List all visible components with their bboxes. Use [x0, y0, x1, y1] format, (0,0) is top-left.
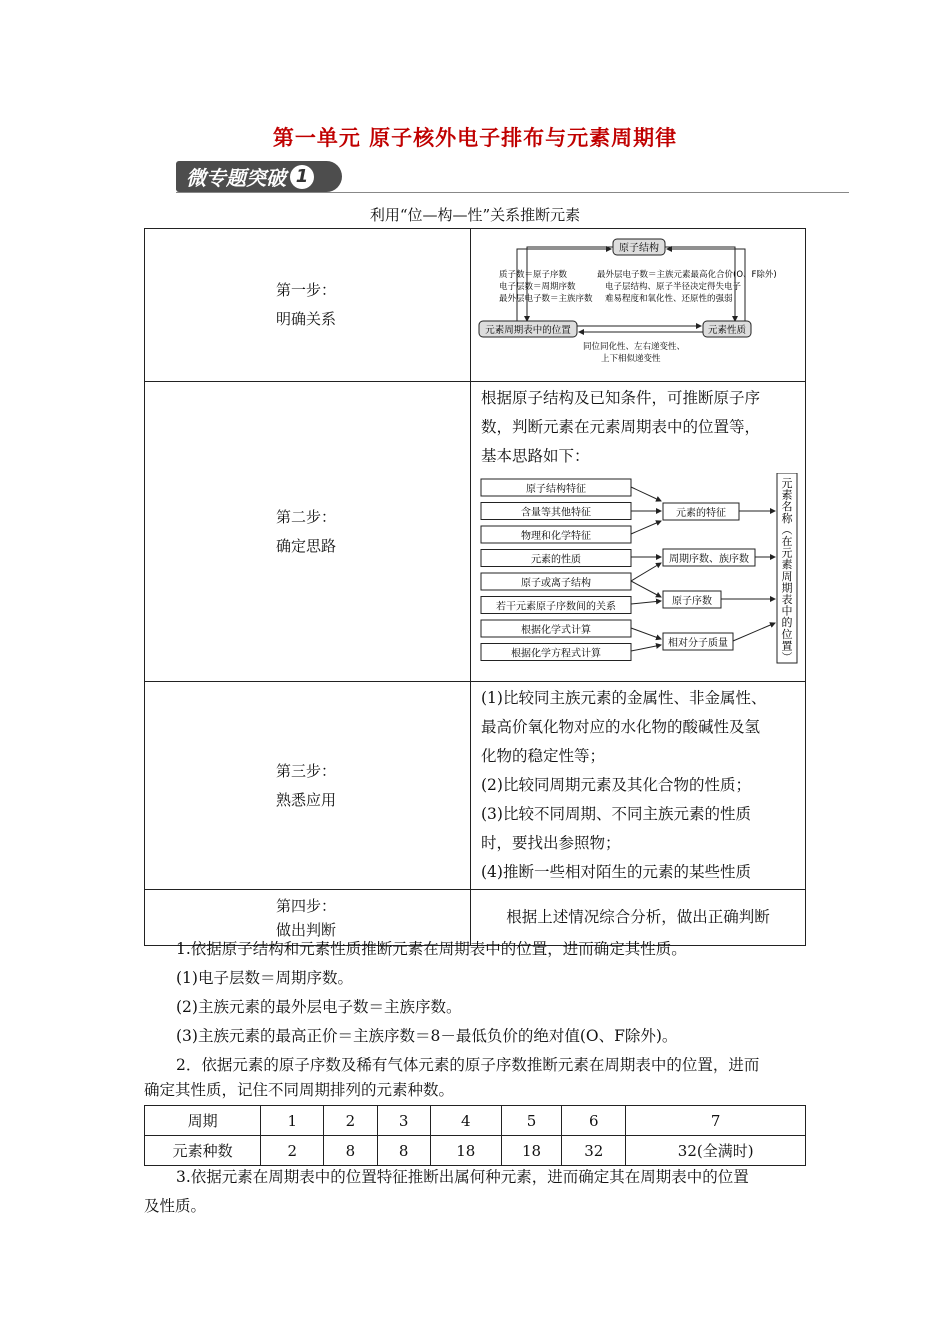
- diagram-bottom-line: 上下相似递变性: [601, 354, 661, 364]
- note-line: 2．依据元素的原子序数及稀有气体元素的原子序数推断元素在周期表中的位置，进而: [176, 1056, 760, 1074]
- result-text: 元素名称︵在元素周期表中的位置︶: [781, 477, 793, 664]
- step2-text: [471, 382, 805, 473]
- diagram-left-line: 电子层数＝周期序数: [499, 282, 576, 292]
- step-cell: [145, 382, 471, 682]
- note-line: (1)电子层数＝周期序数。: [176, 969, 353, 987]
- note-line: (3)主族元素的最高正价＝主族序数＝8－最低负价的绝对值(O、F除外)。: [176, 1027, 678, 1045]
- text-line: 化物的稳定性等；: [481, 747, 606, 765]
- badge-text: 微专题突破: [186, 166, 286, 190]
- diagram-cell: [471, 229, 806, 382]
- table-row: [145, 382, 806, 682]
- feature-text: 根据化学式计算: [521, 625, 591, 636]
- text-line: 根据原子结构及已知条件，可推断原子序: [481, 389, 761, 407]
- step-cell: [145, 682, 471, 890]
- table-cell: 32: [562, 1136, 626, 1166]
- feature-text: 物理和化学特征: [521, 531, 591, 542]
- note-line: 确定其性质，记住不同周期排列的元素种数。: [144, 1081, 455, 1099]
- text-line: 最高价氧化物对应的水化物的酸碱性及氢: [481, 718, 761, 736]
- period-table: [144, 1105, 806, 1166]
- page-title: 第一单元 原子核外电子排布与元素周期律: [272, 125, 678, 150]
- table-cell: 8: [324, 1136, 377, 1166]
- table-cell: 32(全满时): [626, 1136, 806, 1166]
- category-text: 相对分子质量: [668, 638, 728, 649]
- table-row: [145, 1136, 806, 1166]
- text-line: (1)比较同主族元素的金属性、非金属性、: [481, 689, 767, 707]
- table-cell: 4: [430, 1106, 501, 1136]
- feature-text: 原子结构特征: [526, 484, 586, 495]
- table-cell: 18: [430, 1136, 501, 1166]
- step-name: 确定思路: [276, 536, 337, 555]
- text-line: (2)比较同周期元素及其化合物的性质；: [481, 776, 751, 794]
- text-line: 基本思路如下：: [481, 447, 590, 465]
- step-name: 做出判断: [276, 920, 337, 939]
- step-label: 第二步：: [276, 507, 337, 526]
- step-label: 第一步：: [276, 281, 337, 299]
- note-line: 及性质。: [144, 1197, 207, 1215]
- text-line: (4)推断一些相对陌生的元素的某些性质: [481, 863, 751, 881]
- badge-number: 1: [290, 165, 314, 189]
- badge-divider: [176, 192, 849, 193]
- table-cell: 7: [626, 1106, 806, 1136]
- diagram-right-box-text: 元素性质: [707, 325, 747, 336]
- table-cell: 6: [562, 1106, 626, 1136]
- step-name: 明确关系: [276, 310, 337, 328]
- table-cell: 8: [377, 1136, 430, 1166]
- diagram-left-line: 最外层电子数＝主族序数: [499, 294, 593, 304]
- feature-text: 元素的性质: [531, 554, 581, 566]
- category-text: 周期序数、族序数: [669, 554, 749, 565]
- table-caption: 利用“位—构—性”关系推断元素: [369, 206, 581, 224]
- diagram-top-text: 原子结构: [619, 243, 659, 254]
- application-cell: [471, 682, 806, 890]
- thinking-diagram: [471, 473, 805, 669]
- table-cell: 3: [377, 1106, 430, 1136]
- diagram-left-box-text: 元素周期表中的位置: [485, 325, 571, 336]
- diagram-bottom-line: 同位同化性、左右递变性、: [583, 342, 686, 352]
- table-cell: 元素种数: [145, 1136, 261, 1166]
- note-line: (2)主族元素的最外层电子数＝主族序数。: [176, 998, 462, 1016]
- table-cell: 18: [501, 1136, 561, 1166]
- text-line: 数，判断元素在元素周期表中的位置等，: [481, 418, 761, 436]
- table-cell: 2: [324, 1106, 377, 1136]
- category-text: 元素的特征: [676, 508, 726, 519]
- thinking-cell: [471, 382, 806, 682]
- table-cell: 1: [261, 1106, 324, 1136]
- table-cell: 2: [261, 1136, 324, 1166]
- feature-text: 原子或离子结构: [521, 578, 591, 589]
- step-cell: [145, 229, 471, 382]
- feature-text: 含量等其他特征: [521, 507, 591, 519]
- judgement-cell: 根据上述情况综合分析，做出正确判断: [471, 890, 806, 946]
- step-label: 第四步：: [276, 896, 337, 915]
- text-line: 时，要找出参照物；: [481, 834, 621, 852]
- diagram-right-line: 难易程度和氧化性、还原性的强弱: [605, 294, 733, 304]
- table-cell: 周期: [145, 1106, 261, 1136]
- step-name: 熟悉应用: [276, 790, 337, 809]
- table-row: [145, 1106, 806, 1136]
- note-line: 3.依据元素在周期表中的位置特征推断出属何种元素，进而确定其在周期表中的位置: [176, 1168, 749, 1186]
- relation-diagram: [471, 229, 805, 377]
- table-cell: 5: [501, 1106, 561, 1136]
- category-text: 原子序数: [672, 596, 712, 607]
- table-row: [145, 682, 806, 890]
- table-row: [145, 229, 806, 382]
- diagram-right-line: 电子层结构、原子半径决定得失电子: [605, 282, 742, 292]
- text-line: (3)比较不同周期、不同主族元素的性质: [481, 805, 751, 823]
- step-label: 第三步：: [276, 761, 337, 780]
- feature-text: 若干元素原子序数间的关系: [496, 601, 616, 613]
- diagram-left-line: 质子数＝原子序数: [499, 270, 568, 280]
- steps-table: [144, 228, 806, 946]
- section-badge: [176, 161, 342, 192]
- note-line: 1.依据原子结构和元素性质推断元素在周期表中的位置，进而确定其性质。: [176, 940, 687, 958]
- diagram-right-line: 最外层电子数＝主族元素最高化合价(O、F除外): [597, 270, 777, 280]
- feature-text: 根据化学方程式计算: [511, 648, 601, 660]
